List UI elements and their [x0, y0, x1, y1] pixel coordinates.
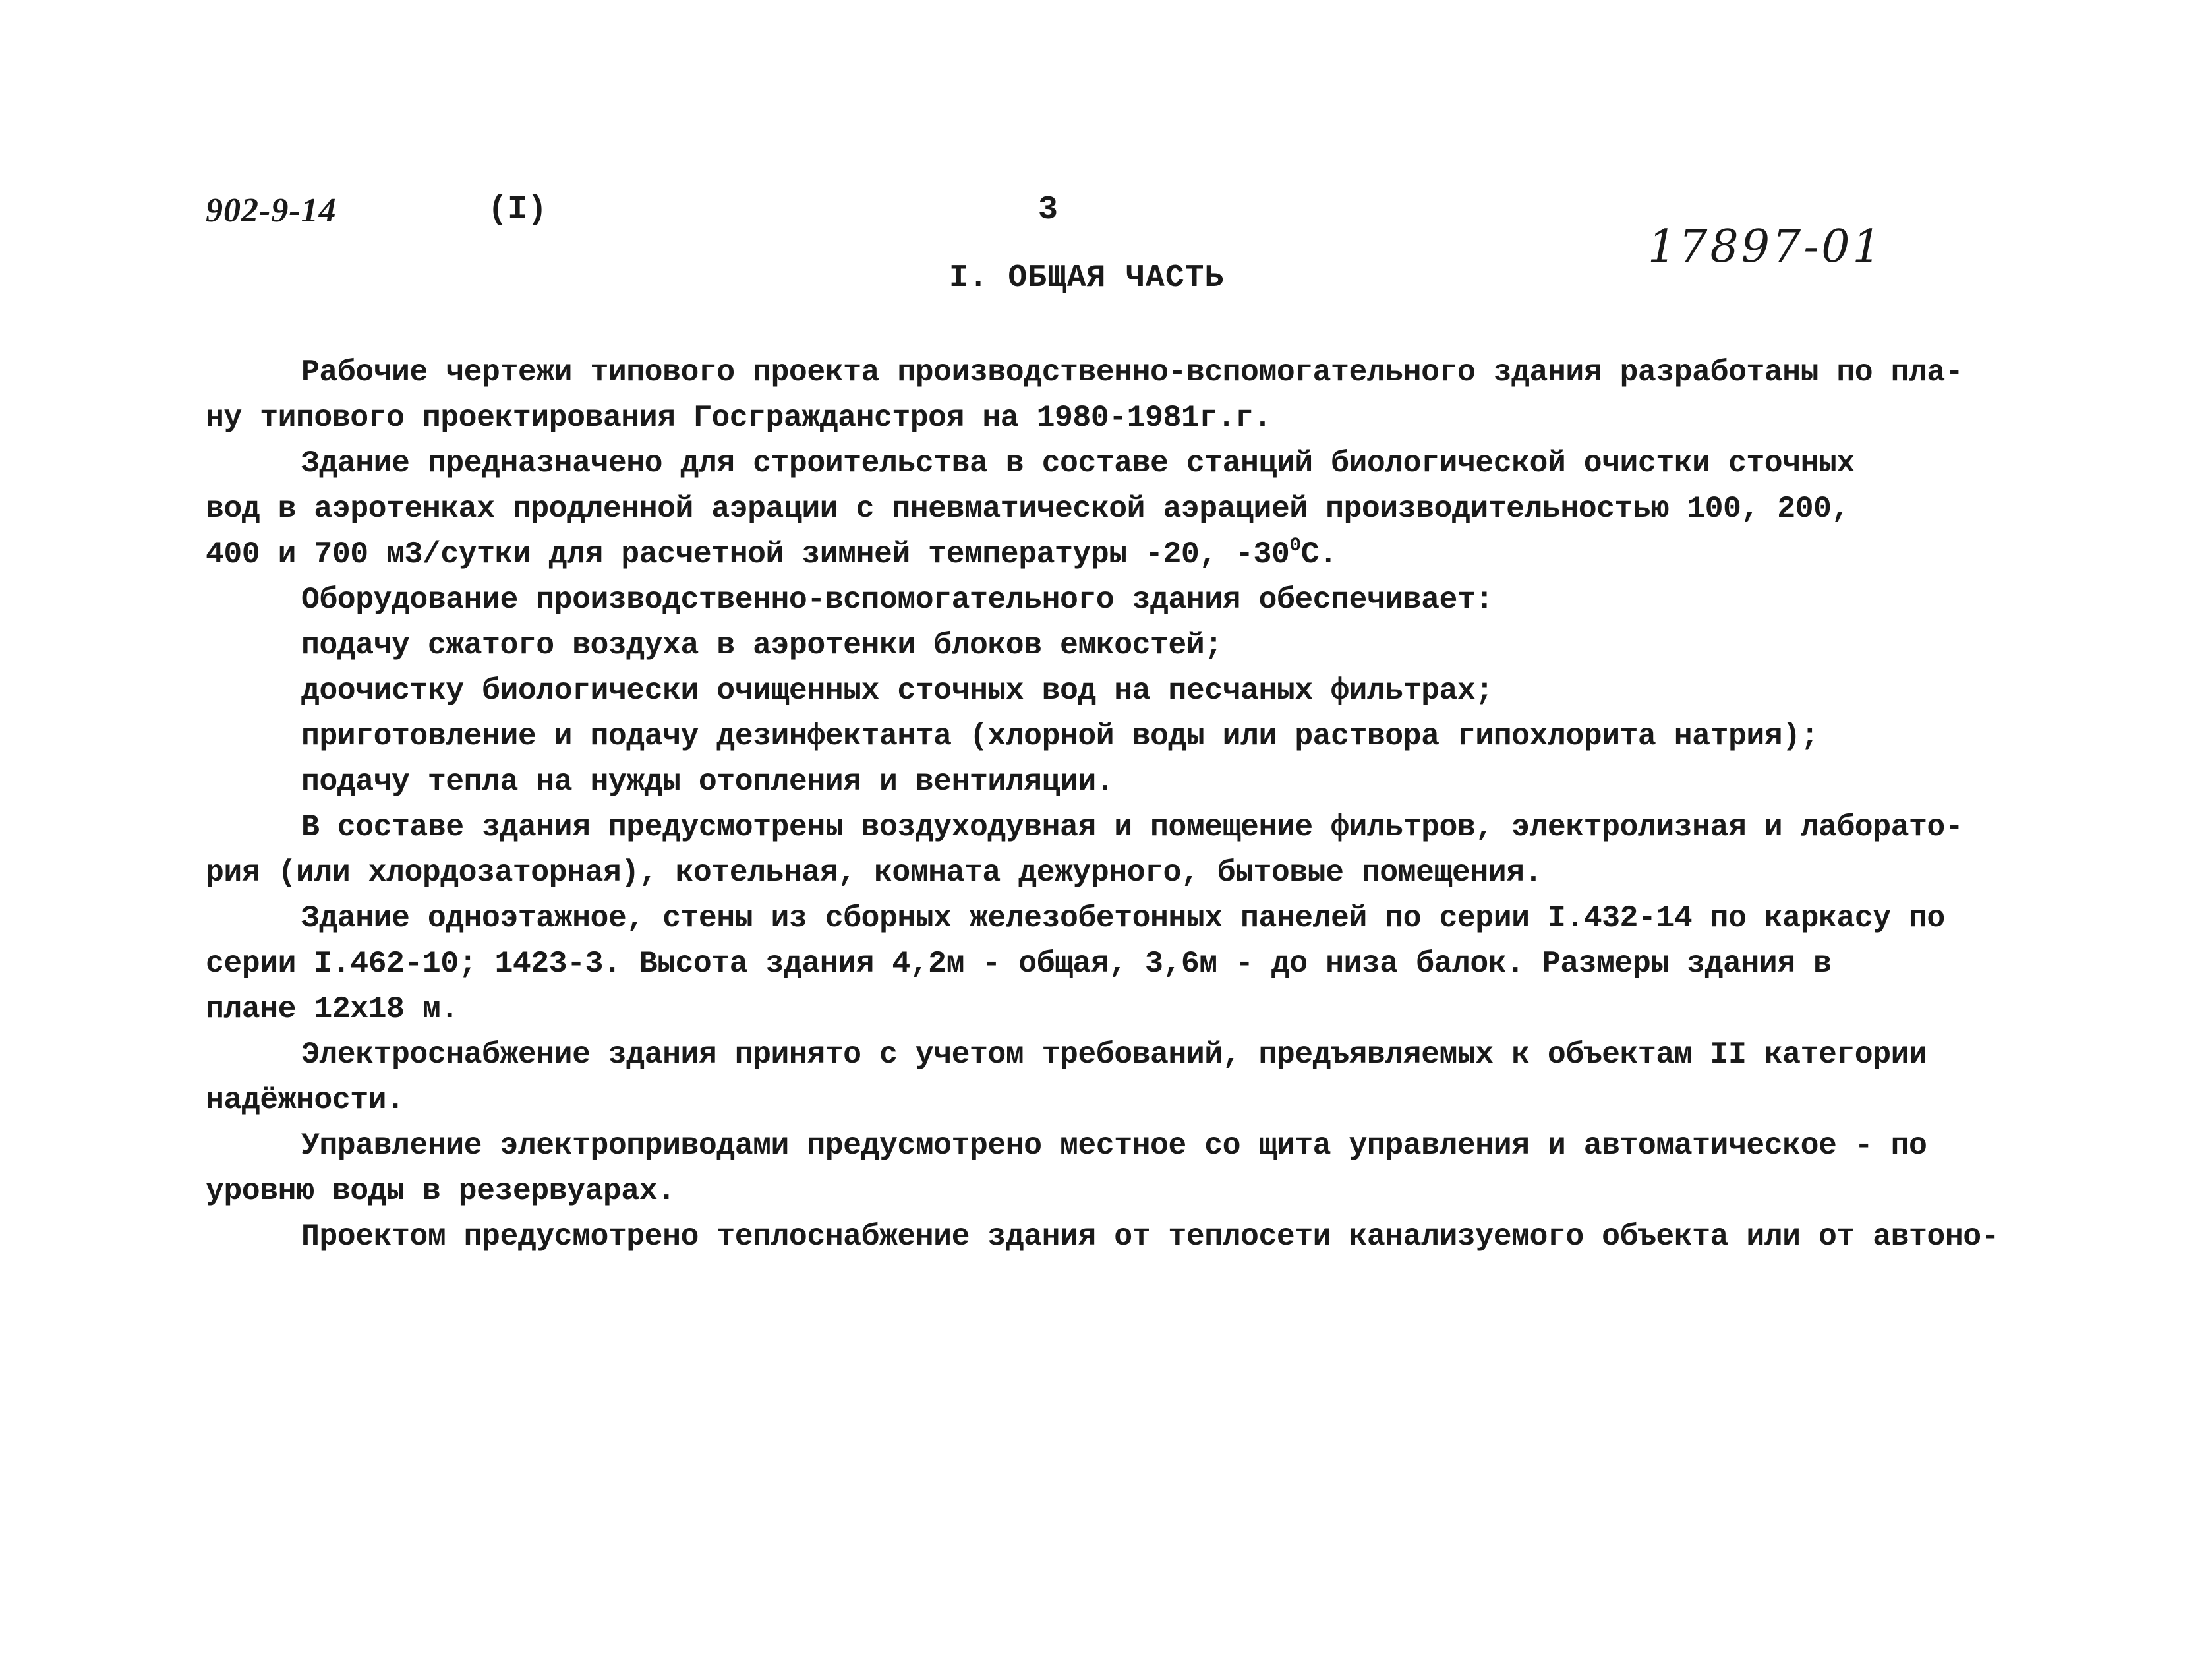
degree-unit: С.	[1300, 537, 1337, 572]
text-line: Здание одноэтажное, стены из сборных железобетонных панелей по серии I.432-14 по каркасу по	[301, 900, 1945, 935]
text-line: рия (или хлордозаторная), котельная, комната дежурного, бытовые помещения.	[206, 855, 1542, 890]
list-item: доочистку биологически очищенных сточных вод на песчаных фильтрах;	[301, 673, 1494, 708]
text-line: плане 12х18 м.	[206, 991, 459, 1026]
text-line: Электроснабжение здания принято с учетом требований, предъявляемых к объектам II категории	[301, 1037, 1927, 1072]
text-line: вод в аэротенках продленной аэрации с пневматической аэрацией производительностью 100, 200,	[206, 491, 1849, 526]
text-segment: 400 и 700 м3/сутки для расчетной зимней температуры -20, -30	[206, 537, 1290, 572]
list-item: подачу сжатого воздуха в аэротенки блоков емкостей;	[301, 628, 1223, 662]
project-code: 902-9-14	[206, 192, 337, 229]
text-line: В составе здания предусмотрены воздуходувная и помещение фильтров, электролизная и лаборато-	[301, 809, 1964, 844]
text-line: уровню воды в резервуарах.	[206, 1173, 676, 1208]
section-title: I. ОБЩАЯ ЧАСТЬ	[949, 260, 1225, 296]
inventory-number: 17897-01	[1648, 221, 1884, 273]
text-line: ну типового проектирования Госгражданстроя на 1980-1981г.г.	[206, 400, 1271, 435]
list-item: приготовление и подачу дезинфектанта (хлорной воды или раствора гипохлорита натрия);	[301, 719, 1819, 753]
text-line: Здание предназначено для строительства в составе станций биологической очистки сточных	[301, 446, 1855, 481]
text-line: надёжности.	[206, 1082, 405, 1117]
project-part: (I)	[488, 191, 548, 229]
degree-sign: 0	[1289, 535, 1301, 557]
list-item: подачу тепла на нужды отопления и вентиляции.	[301, 764, 1115, 799]
text-line: Оборудование производственно-вспомогательного здания обеспечивает:	[301, 582, 1494, 617]
text-line-with-temperature	[206, 531, 2038, 577]
text-line: Рабочие чертежи типового проекта производственно-вспомогательного здания разработаны по пла-	[301, 355, 1964, 390]
text-line: серии I.462-10; 1423-3. Высота здания 4,2м - общая, 3,6м - до низа балок. Размеры здания в	[206, 946, 1832, 981]
text-line: Управление электроприводами предусмотрено местное со щита управления и автоматическое - по	[301, 1128, 1927, 1163]
text-line: Проектом предусмотрено теплоснабжение здания от теплосети канализуемого объекта или от автоно-	[301, 1219, 2000, 1254]
page-number: 3	[1038, 191, 1059, 229]
body-text	[206, 349, 2038, 1259]
